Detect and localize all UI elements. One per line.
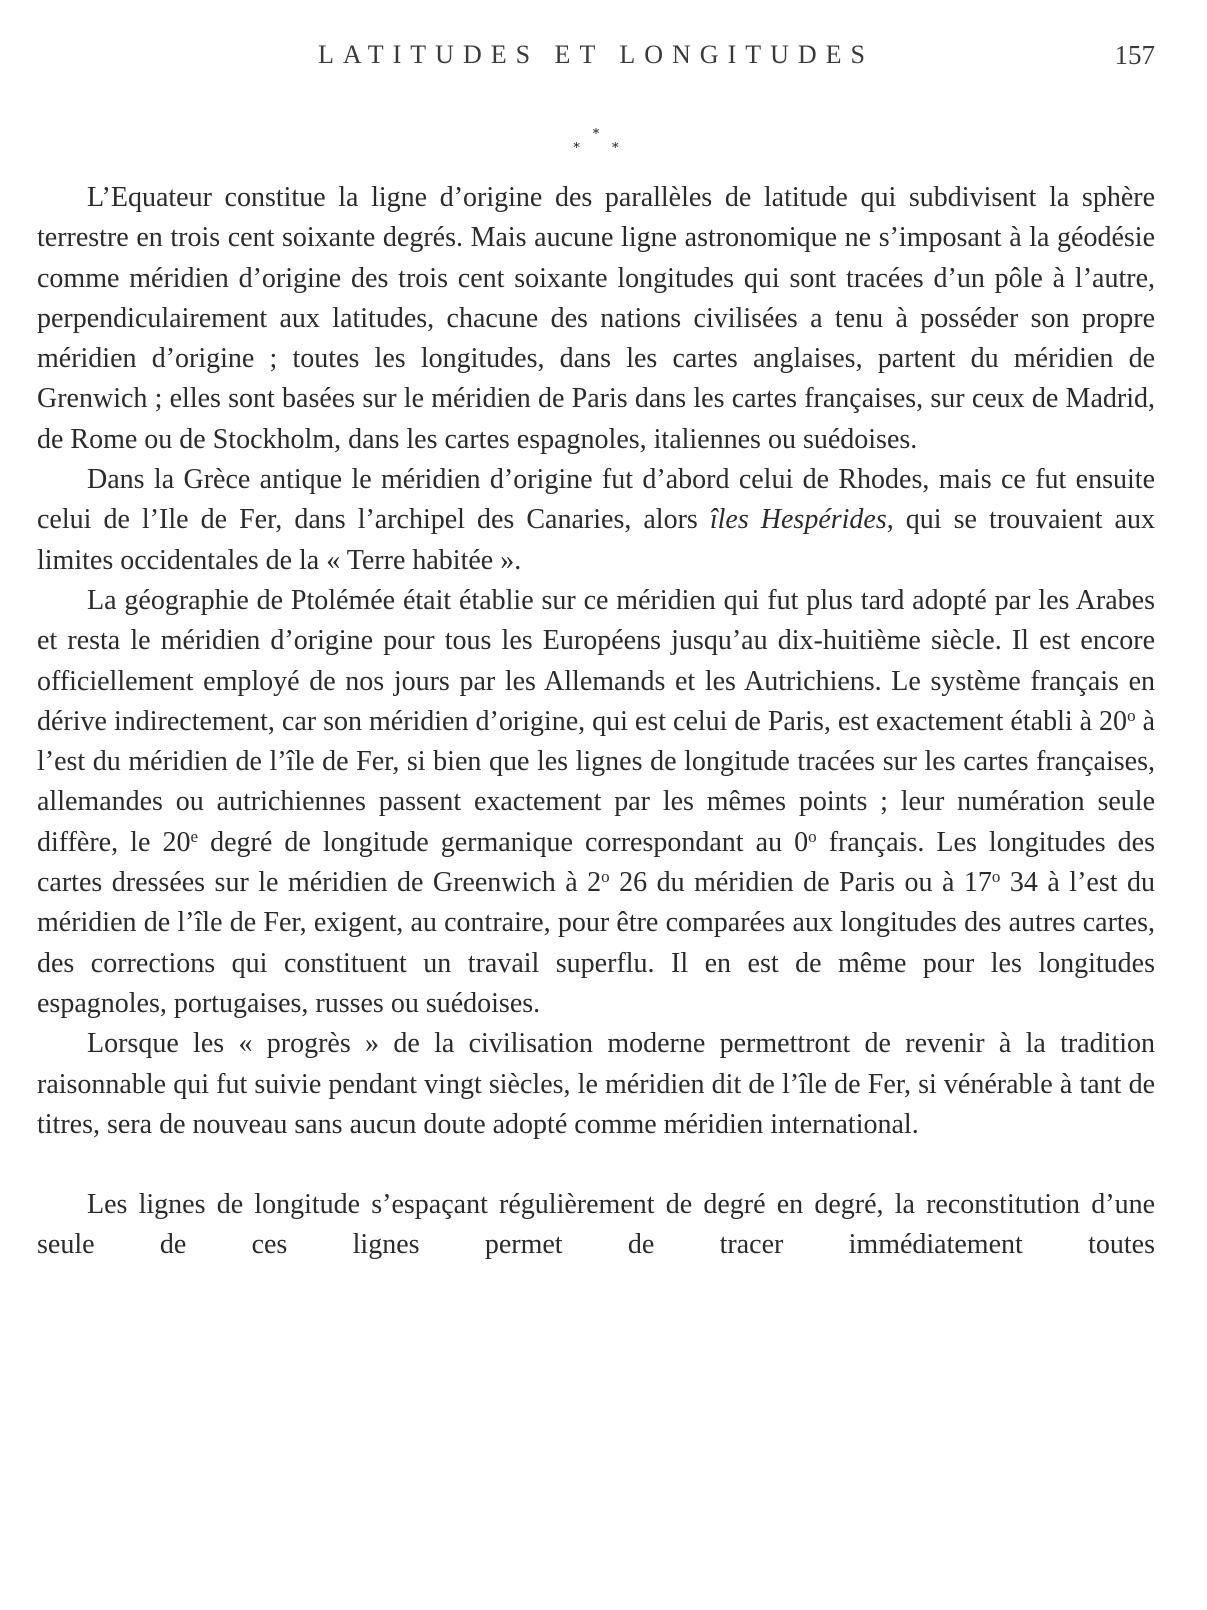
book-page — [37, 0, 1155, 1610]
text-run: , qui se trouvaient aux limites occidentales de la « Terre habitée ». — [37, 504, 1155, 576]
section-break-asterism — [37, 128, 1155, 156]
running-title: LATITUDES ET LONGITUDES — [317, 40, 875, 69]
text-run: français. Les longitudes des cartes dressées sur le méridien de Greenwich à 2 — [37, 826, 1155, 899]
asterism-top-star: * — [592, 127, 600, 142]
superscript: e — [190, 826, 199, 846]
text-run: La géographie de Ptolémée était établie sur ce méridien qui fut plus tard adopté par les Arabes et resta le méridien d’origine pour tous les Européens jusqu’au dix-huitième siècle. Il est encore officiellement employé de nos jours par les Allemands et les Autrichiens. Le système français en dérive indirectement, car son méridien d’origine, qui est celui de Paris, est exactement établi à 20 — [37, 584, 1155, 737]
text-run: Lorsque les « progrès » de la civilisation moderne permettront de revenir à la tradition raisonnable qui fut suivie pendant vingt siècles, le méridien dit de l’île de Fer, si vénérable à tant de titres, sera de nouveau sans aucun doute adopté comme méridien international. — [37, 1028, 1155, 1140]
text-run: Dans la Grèce antique le méridien d’origine fut d’abord celui de Rhodes, mais ce fut ensuite celui de l’Ile de Fer, dans l’archipel des Canaries, alors — [37, 464, 1155, 536]
paragraph — [37, 1185, 1155, 1266]
superscript: o — [1127, 705, 1136, 725]
paragraph — [37, 460, 1155, 581]
paragraph — [37, 1024, 1155, 1145]
text-run: à l’est du méridien de l’île de Fer, si bien que les lignes de longitude tracées sur les cartes françaises, allemandes ou autrichiennes passent exactement par les mêmes points ; leur numération seule diffère, le 20 — [37, 705, 1155, 858]
page-number: 157 — [1114, 40, 1155, 70]
running-head — [37, 40, 1155, 80]
text-run: Les lignes de longitude s’espaçant régulièrement de degré en degré, la reconstitution d’une seule de ces lignes permet de tracer immédiatement toutes — [37, 1189, 1155, 1261]
paragraph — [37, 581, 1155, 1024]
superscript: o — [991, 867, 1001, 887]
text-run: 26 du méridien de Paris ou à 17 — [609, 867, 992, 899]
body-text — [37, 178, 1155, 1266]
asterism-bottom-stars: * * — [573, 141, 633, 156]
superscript: o — [601, 867, 610, 887]
text-run: 34 à l’est du méridien de l’île de Fer, exigent, au contraire, pour être comparées aux longitudes des autres cartes, des corrections qui constituent un travail superflu. Il en est de même pour les longitudes espagnoles, portugaises, russes ou suédoises. — [37, 867, 1155, 1019]
paragraph — [37, 178, 1155, 460]
italic-text: îles Hespérides — [709, 504, 887, 536]
superscript: o — [808, 826, 817, 846]
text-run: degré de longitude germanique correspondant au 0 — [198, 826, 809, 858]
text-run: L’Equateur constitue la ligne d’origine des parallèles de latitude qui subdivisent la sphère terrestre en trois cent soixante degrés. Mais aucune ligne astronomique ne s’imposant à la géodésie comme méridien d’origine des trois cent soixante longitudes qui sont tracées d’un pôle à l’autre, perpendiculairement aux latitudes, chacune des nations civilisées a tenu à posséder son propre méridien d’origine ; toutes les longitudes, dans les cartes anglaises, partent du méridien de Grenwich ; elles sont basées sur le méridien de Paris dans les cartes françaises, sur ceux de Madrid, de Rome ou de Stockholm, dans les cartes espagnoles, italiennes ou suédoises. — [37, 182, 1155, 455]
